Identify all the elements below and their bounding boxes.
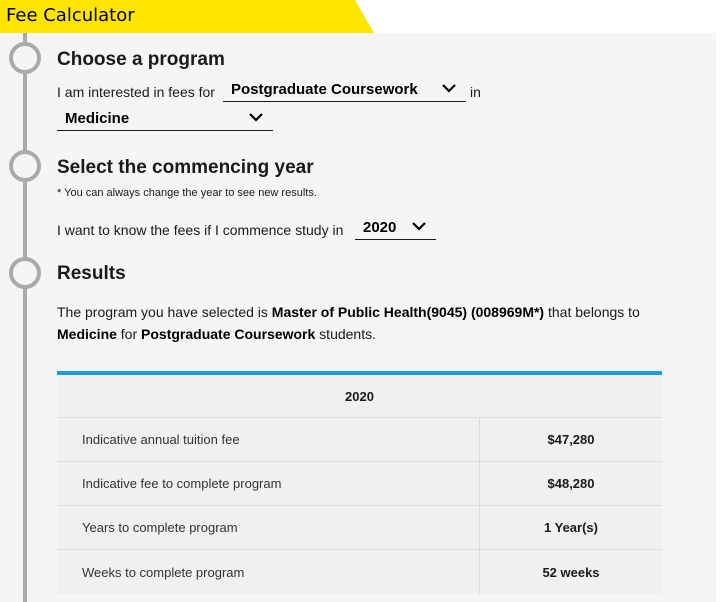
table-cell-value: $48,280: [547, 476, 595, 491]
result-text: students.: [315, 326, 376, 342]
result-text: for: [116, 326, 142, 342]
table-row: [57, 462, 662, 506]
year-value: 2020: [363, 219, 397, 236]
table-cell-label: Indicative fee to complete program: [57, 462, 480, 505]
chevron-down-icon: [442, 83, 456, 93]
table-cell-label: Indicative annual tuition fee: [57, 418, 480, 461]
program-type-value: Postgraduate Coursework: [231, 81, 418, 98]
result-summary: [57, 301, 677, 345]
table-row: [57, 506, 662, 550]
table-row: [57, 550, 662, 594]
step-circle-icon: [9, 150, 41, 182]
chevron-down-icon: [412, 221, 426, 231]
chevron-down-icon: [249, 112, 263, 122]
result-text: The program you have selected is: [57, 304, 272, 320]
year-select[interactable]: [355, 218, 436, 240]
step-title-choose-program: Choose a program: [57, 49, 225, 70]
faculty-value: Medicine: [65, 110, 130, 127]
step-title-results: Results: [57, 263, 126, 284]
program-type-select[interactable]: [223, 80, 466, 102]
step-title-commencing-year: Select the commencing year: [57, 157, 314, 178]
fee-table: [57, 371, 662, 594]
step-circle-icon: [9, 257, 41, 289]
year-note: * You can always change the year to see new results.: [57, 187, 317, 199]
table-cell-value: 52 weeks: [542, 564, 600, 580]
step-circle-icon: [9, 42, 41, 74]
connector-text: in: [470, 84, 481, 100]
table-row: [57, 418, 662, 462]
table-cell-value: 1 Year(s): [544, 520, 598, 535]
table-cell-label: Years to complete program: [57, 506, 480, 549]
program-type-name: Postgraduate Coursework: [141, 326, 316, 342]
faculty-name: Medicine: [57, 326, 117, 342]
program-type-prefix: I am interested in fees for: [57, 84, 215, 100]
timeline-line: [23, 33, 27, 602]
year-prefix: I want to know the fees if I commence study in: [57, 222, 344, 238]
program-name: Master of Public Health(9045) (008969M*): [271, 304, 545, 320]
result-text: that belongs to: [544, 304, 640, 320]
table-cell-label: Weeks to complete program: [57, 550, 480, 594]
table-cell-value: $47,280: [547, 432, 595, 447]
page-title: Fee Calculator: [6, 5, 135, 26]
fee-calculator-tab: [0, 0, 374, 33]
faculty-select[interactable]: [57, 109, 273, 131]
table-header-year: 2020: [57, 375, 662, 418]
